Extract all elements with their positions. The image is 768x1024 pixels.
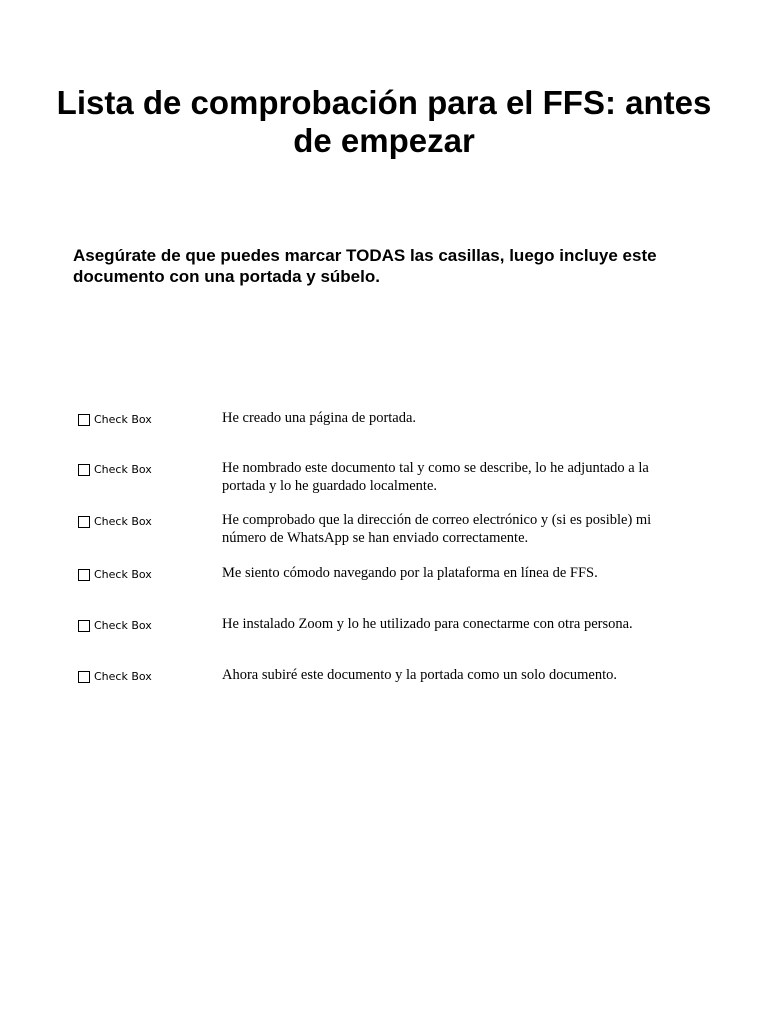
checkbox-label: Check Box xyxy=(94,515,152,528)
checklist-item-text: He comprobado que la dirección de correo electrónico y (si es posible) mi número de WhatsApp se han enviado correctamente. xyxy=(222,512,652,546)
checkbox-zoom-installed[interactable] xyxy=(78,618,152,634)
checkbox-label: Check Box xyxy=(94,568,152,581)
checkbox-square-icon xyxy=(78,516,90,528)
page-title: Lista de comprobación para el FFS: antes de empezar xyxy=(56,84,712,159)
checkbox-square-icon xyxy=(78,464,90,476)
checklist-item-text: Ahora subiré este documento y la portada como un solo documento. xyxy=(222,667,618,683)
checkbox-verified-contact[interactable] xyxy=(78,514,150,530)
checkbox-platform-comfort[interactable] xyxy=(78,567,152,583)
checkbox-square-icon xyxy=(78,414,90,426)
checkbox-label: Check Box xyxy=(94,463,152,476)
checklist-item-text: He instalado Zoom y lo he utilizado para conectarme con otra persona. xyxy=(222,616,633,632)
checkbox-created-cover[interactable] xyxy=(78,412,158,428)
checkbox-square-icon xyxy=(78,620,90,632)
checkbox-label: Check Box xyxy=(94,670,152,683)
checkbox-named-document[interactable] xyxy=(78,462,158,478)
checklist-item-text: He nombrado este documento tal y como se describe, lo he adjuntado a la portada y lo he guardado localmente. xyxy=(222,460,649,494)
checkbox-square-icon xyxy=(78,569,90,581)
checkbox-upload-document[interactable] xyxy=(78,669,150,685)
checkbox-square-icon xyxy=(78,671,90,683)
checklist-item-text: Me siento cómodo navegando por la plataforma en línea de FFS. xyxy=(222,565,598,581)
checklist-item-text: He creado una página de portada. xyxy=(222,410,417,426)
instructions-text: Asegúrate de que puedes marcar TODAS las casillas, luego incluye este documento con una portada y súbelo. xyxy=(73,246,657,286)
checkbox-label: Check Box xyxy=(94,413,152,426)
checkbox-label: Check Box xyxy=(94,619,152,632)
